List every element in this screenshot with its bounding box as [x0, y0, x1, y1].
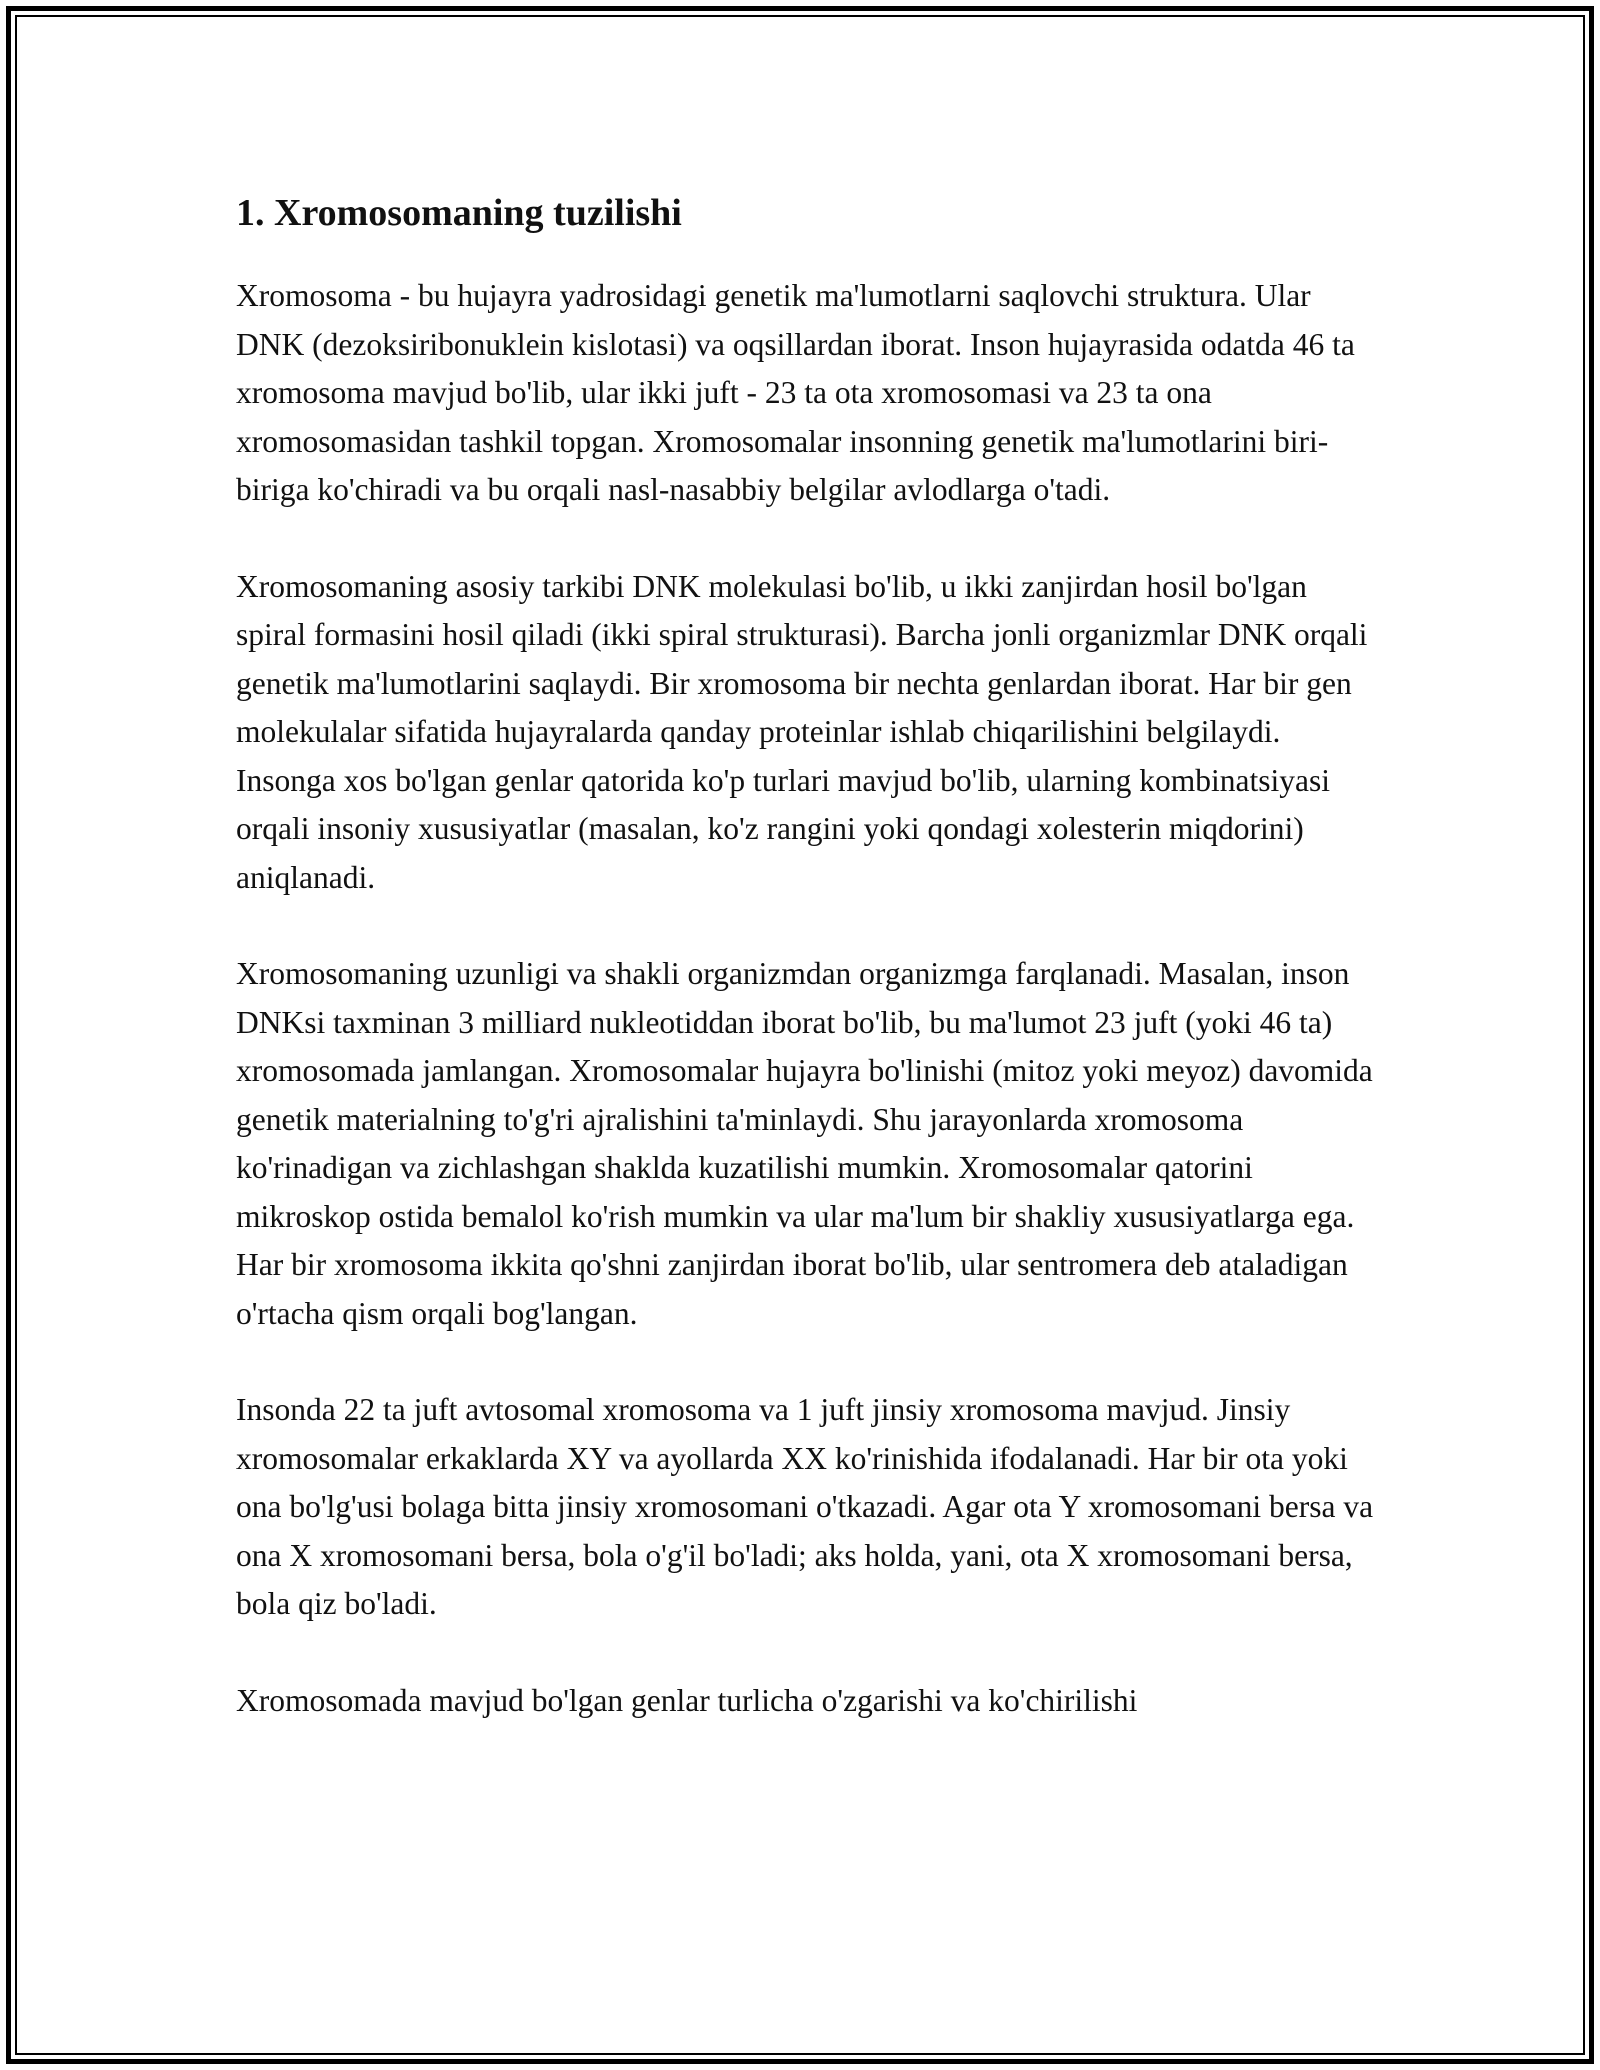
paragraph-2: Xromosomaning asosiy tarkibi DNK molekulasi bo'lib, u ikki zanjirdan hosil bo'lgan spiral formasini hosil qiladi (ikki spiral strukturasi). Barcha jonli organizmlar DNK orqali genetik ma'lumotlarini saqlaydi. Bir xromosoma bir nechta genlardan iborat. Har bir gen molekulalar sifatida hujayralarda qanday proteinlar ishlab chiqarilishini belgilaydi. Insonga xos bo'lgan genlar qatorida ko'p turlari mavjud bo'lib, ularning kombinatsiyasi orqali insoniy xususiyatlar (masalan, ko'z rangini yoki qondagi xolesterin miqdorini) aniqlanadi.	[236, 568, 1368, 895]
paragraph-5: Xromosomada mavjud bo'lgan genlar turlicha o'zgarishi va ko'chirilishi	[236, 1682, 1138, 1718]
document-body	[236, 180, 1376, 1773]
paragraph-1: Xromosoma - bu hujayra yadrosidagi genetik ma'lumotlarni saqlovchi struktura. Ular DNK (dezoksiribonuklein kislotasi) va oqsillardan iborat. Inson hujayrasida odatda 46 ta xromosoma mavjud bo'lib, ular ikki juft - 23 ta ota xromosomasi va 23 ta ona xromosomasidan tashkil topgan. Xromosomalar insonning genetik ma'lumotlarini biri-biriga ko'chiradi va bu orqali nasl-nasabbiy belgilar avlodlarga o'tadi.	[236, 278, 1355, 507]
paragraph-3: Xromosomaning uzunligi va shakli organizmdan organizmga farqlanadi. Masalan, inson DNKsi taxminan 3 milliard nukleotiddan iborat bo'lib, bu ma'lumot 23 juft (yoki 46 ta) xromosomada jamlangan. Xromosomalar hujayra bo'linishi (mitoz yoki meyoz) davomida genetik materialning to'g'ri ajralishini ta'minlaydi. Shu jarayonlarda xromosoma ko'rinadigan va zichlashgan shakldа kuzatilishi mumkin. Xromosomalar qatorini mikroskop ostida bemalol ko'rish mumkin va ular ma'lum bir shakliy xususiyatlarga ega. Har bir xromosoma ikkita qo'shni zanjirdan iborat bo'lib, ular sentromera deb ataladigan o'rtacha qism orqali bog'langan.	[236, 956, 1373, 1331]
paragraph-4: Insonda 22 ta juft avtosomal xromosoma va 1 juft jinsiy xromosoma mavjud. Jinsiy xromosomalar erkaklarda XY va ayollarda XX ko'rinishida ifodalanadi. Har bir ota yoki ona bo'lg'usi bolaga bitta jinsiy xromosomani o'tkazadi. Agar ota Y xromosomani bersa va ona X xromosomani bersa, bola o'g'il bo'ladi; aks holda, yani, ota X xromosomani bersa, bola qiz bo'ladi.	[236, 1392, 1374, 1621]
section-heading: 1. Xromosomaning tuzilishi	[236, 192, 682, 234]
